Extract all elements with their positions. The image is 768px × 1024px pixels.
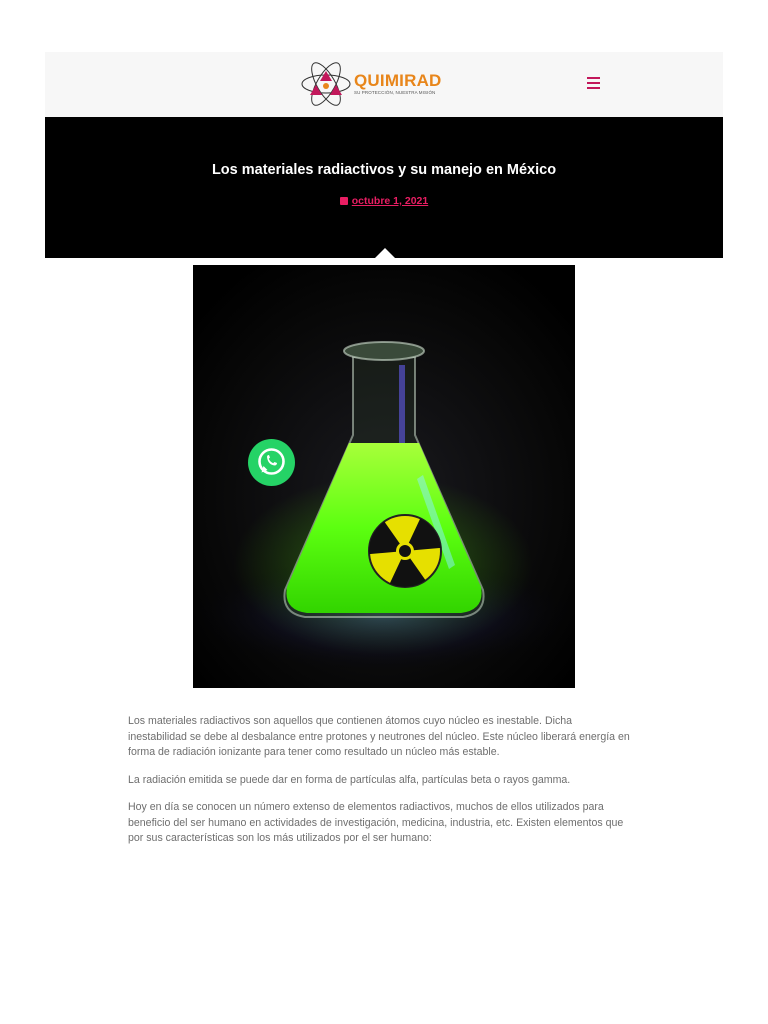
atom-logo-icon: [300, 61, 352, 107]
article-paragraph: Los materiales radiactivos son aquellos que contienen átomos cuyo núcleo es inestable. Dicha inestabilidad se debe al desbalance entre protones y neutrones del núcleo. Este núcleo liberará energía en forma de radiación ionizante para tener como resultado un núcleo más estable.: [128, 715, 630, 758]
article-paragraph: La radiación emitida se puede dar en forma de partículas alfa, partículas beta o rayos gamma.: [128, 773, 571, 786]
calendar-icon: [340, 197, 348, 205]
whatsapp-icon: [248, 439, 295, 486]
article-paragraph: Hoy en día se conocen un número extenso de elementos radiactivos, muchos de ellos utilizados para beneficio del ser humano en actividades de investigación, medicina, industria, etc. Existen elementos que por sus características son los más utilizados por el ser humano:: [128, 801, 624, 844]
post-date: [45, 195, 723, 207]
band-caret: [375, 248, 395, 258]
logo-tagline: SU PROTECCIÓN, NUESTRA MISIÓN: [354, 90, 436, 95]
article-body: [128, 714, 633, 859]
post-date-link[interactable]: octubre 1, 2021: [351, 195, 429, 207]
post-title: Los materiales radiactivos y su manejo en México: [211, 162, 557, 178]
hamburger-icon[interactable]: [586, 75, 602, 91]
site-header: [45, 52, 723, 117]
post-header-band: [45, 117, 723, 258]
logo-name: QUIMIRAD: [354, 71, 442, 90]
whatsapp-button[interactable]: [248, 439, 295, 486]
site-logo[interactable]: [300, 61, 460, 107]
